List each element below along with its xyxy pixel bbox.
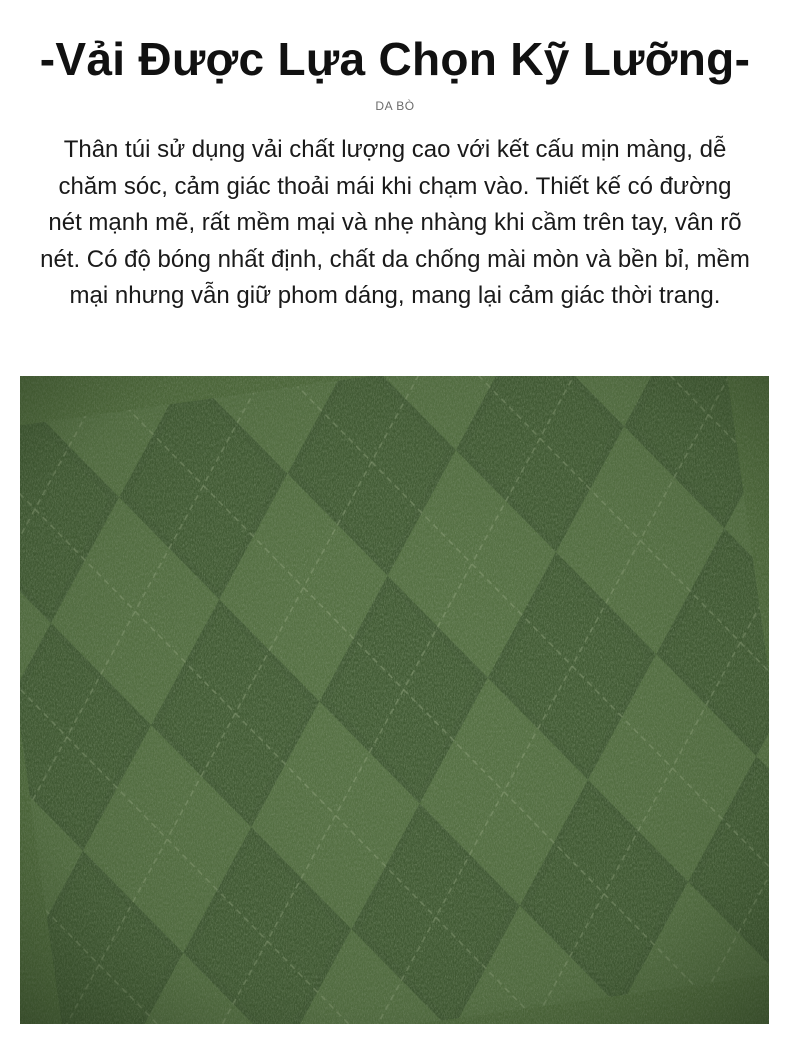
fabric-shading: [20, 376, 769, 1024]
material-caption: DA BÒ: [375, 99, 415, 113]
fabric-layers: [20, 376, 769, 1024]
fabric-texture-image: [20, 376, 769, 1024]
fabric-description: Thân túi sử dụng vải chất lượng cao với kết cấu mịn màng, dễ chăm sóc, cảm giác thoải mái khi chạm vào. Thiết kế có đường nét mạnh mẽ, rất mềm mại và nhẹ nhàng khi cầm trên tay, vân rõ nét. Có độ bóng nhất định, chất da chống mài mòn và bền bỉ, mềm mại nhưng vẫn giữ phom dáng, mang lại cảm giác thời trang.: [40, 136, 750, 309]
fabric-photo: [20, 376, 769, 1024]
section-title: -Vải Được Lựa Chọn Kỹ Lưỡng-: [39, 33, 751, 85]
